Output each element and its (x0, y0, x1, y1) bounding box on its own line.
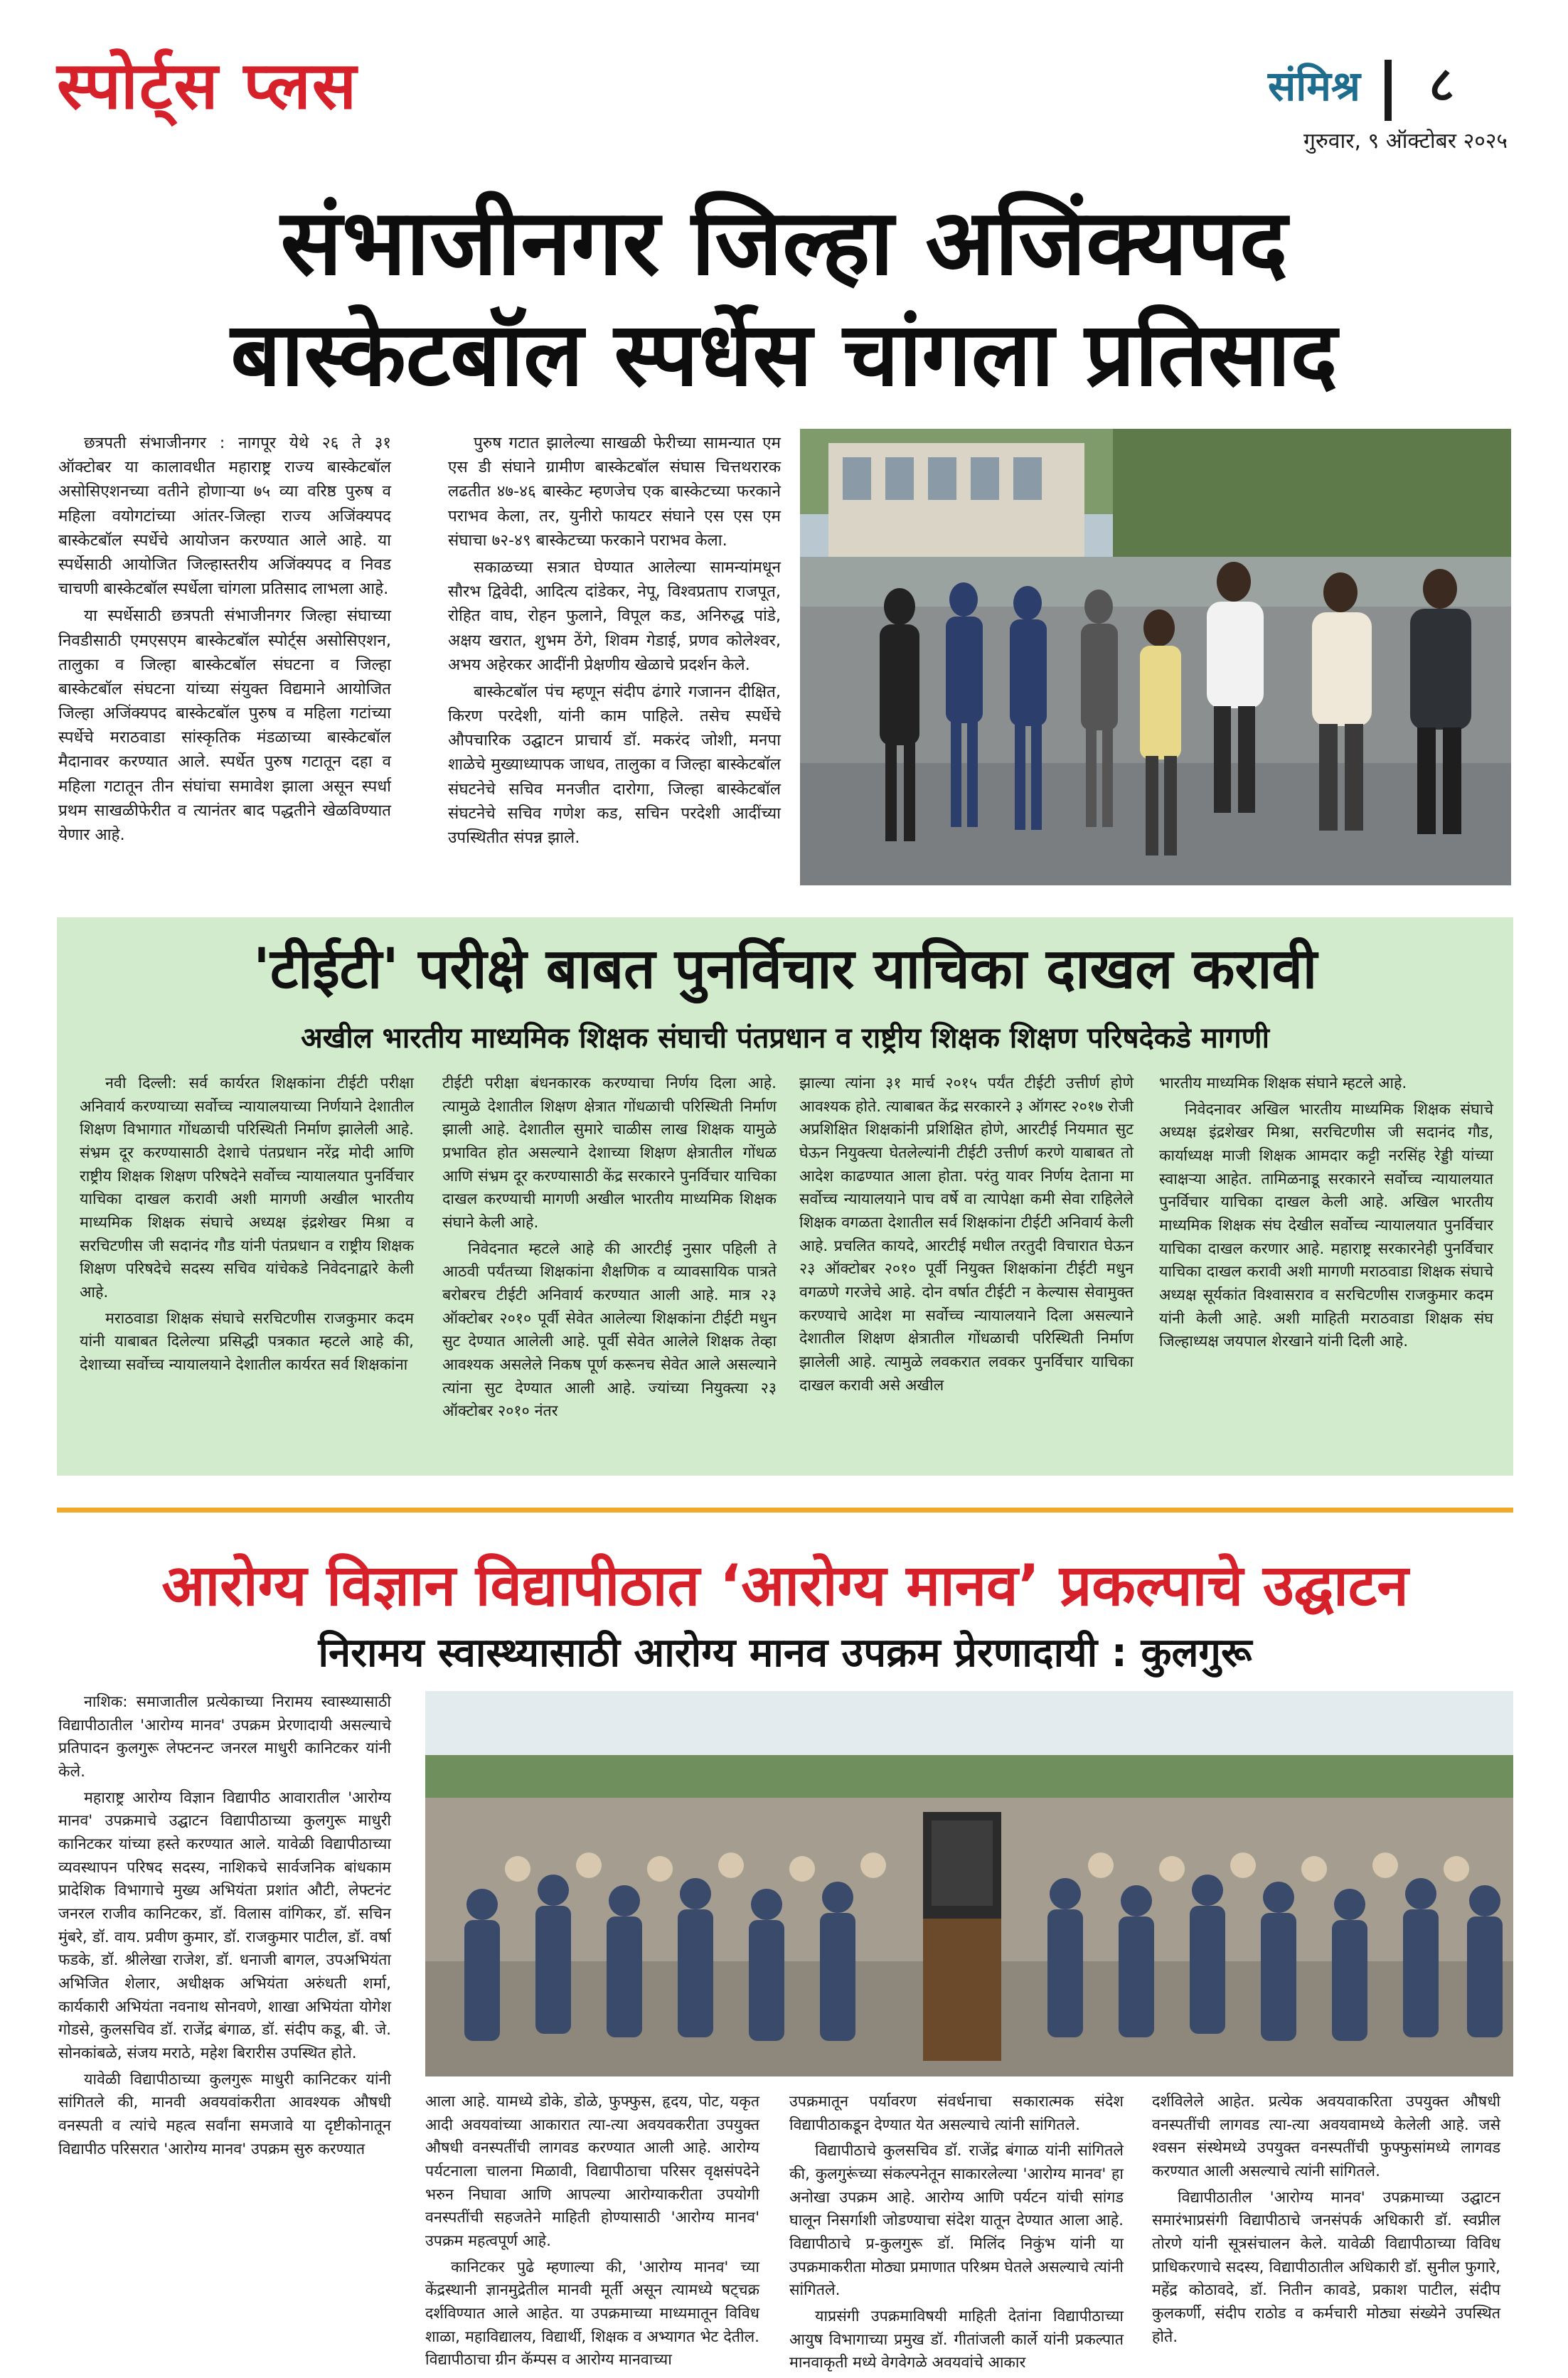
story3-paragraph: आला आहे. यामध्ये डोके, डोळे, फुफ्फुस, हृदय, पोट, यकृत आदी अवयवांच्या आकारात त्या-त्या अवयवकरीता उपयुक्त औषधी वनस्पतींची लागवड करण्यात आली आहे. आरोग्य पर्यटनाला चालना मिळावी, विद्यापीठाचा परिसर वृक्षसंपदेने भरुन निघावा आणि आपल्या आरोग्याकरीता उपयोगी वनस्पतींची सहजतेने माहिती होण्यासाठी 'आरोग्य मानव' उपक्रम महत्वपूर्ण आहे. (425, 2093, 759, 2251)
story3-headline: आरोग्य विज्ञान विद्यापीठात ‘आरोग्य मानव’ प्रकल्पाचे उद्घाटन (161, 1552, 1409, 1619)
basketball-players-photo (800, 429, 1511, 885)
story1-paragraph: छत्रपती संभाजीनगर : नागपूर येथे २६ ते ३१ ऑक्टोबर या कालावधीत महाराष्ट्र राज्य बास्केटबॉल असोसिएशनच्या वतीने होणाऱ्या ७५ व्या वरिष्ठ पुरुष व महिला वयोगटांच्या आंतर-जिल्हा राज्य अजिंक्यपद बास्केटबॉल स्पर्धेचे आयोजन करण्यात आले आहे. या स्पर्धेसाठी आयोजित जिल्हास्तरीय अजिंक्यपद व निवड चाचणी बास्केटबॉल स्पर्धेला चांगला प्रतिसाद लाभला आहे. (58, 434, 391, 599)
story1-paragraph: बास्केटबॉल पंच म्हणून संदीप ढंगारे गजानन दीक्षित, किरण परदेशी, यांनी काम पाहिले. तसेच स्पर्धेचे औपचारिक उद्घाटन प्राचार्य डॉ. मकरंद जोशी, मनपा शाळेचे मुख्याध्यापक जाधव, तालुका व जिल्हा बास्केटबॉल संघटनेचे सचिव मनजीत दारोगा, जिल्हा बास्केटबॉल संघटनेचे सचिव गणेश कड, सचिन परदेशी आदींच्या उपस्थितीत संपन्न झाले. (448, 682, 781, 847)
story2-column-2 (442, 1072, 777, 1427)
issue-date: गुरुवार, ९ ऑक्टोबर २०२५ (1303, 129, 1508, 154)
basketball-photo-illustration (800, 429, 1511, 885)
story2-column-1 (80, 1072, 414, 1380)
story3-paragraph: महाराष्ट्र आरोग्य विज्ञान विद्यापीठ आवारातील 'आरोग्य मानव' उपक्रमाचे उद्घाटन विद्यापीठाच्या कुलगुरू माधुरी कानिटकर यांच्या हस्ते करण्यात आले. यावेळी विद्यापीठाच्या व्यवस्थापन परिषद सदस्य, नाशिकचे सार्वजनिक बांधकाम प्रादेशिक विभागाचे मुख्य अभियंता प्रशांत औटी, लेफ्टनंट जनरल राजीव कानिटकर, डॉ. विलास वांगिकर, डॉ. सचिन मुंबरे, डॉ. वाय. प्रवीण कुमार, डॉ. राजकुमार पाटील, डॉ. वर्षा फडके, डॉ. श्रीलेखा राजेश, डॉ. धनाजी बागल, उपअभियंता अभिजित शेलार, अधीक्षक अभियंता अरुंधती शर्मा, कार्यकारी अभियंता नवनाथ सोनवणे, शाखा अभियंता योगेश गोडसे, कुलसचिव डॉ. राजेंद्र बंगाळ, डॉ. संदीप कडू, बी. जे. सोनकांबळे, संजय मराठे, महेश बिरारीस उपस्थित होते. (58, 1788, 391, 2063)
story2-column-4 (1159, 1072, 1493, 1357)
story3-column-1 (58, 1691, 391, 2164)
story2-headline: 'टीईटी' परीक्षे बाबत पुनर्विचार याचिका दाखल करावी (252, 937, 1318, 1001)
story3-paragraph: कानिटकर पुढे म्हणाल्या की, 'आरोग्य मानव' च्या केंद्रस्थानी ज्ञानमुद्रेतील मानवी मूर्ती असून त्यामध्ये षट्चक्र दर्शविण्यात आले आहेत. या उपक्रमाच्या माध्यमातून विविध शाळा, महाविद्यालय, विद्यार्थी, शिक्षक व अभ्यागत भेट देतील. विद्यापीठाचा ग्रीन कॅम्पस व आरोग्य मानवाच्या (425, 2258, 759, 2369)
masthead-title: स्पोर्ट्स प्लस (57, 48, 358, 124)
story2-paragraph: टीईटी परीक्षा बंधनकारक करण्याचा निर्णय दिला आहे. त्यामुळे देशातील शिक्षण क्षेत्रात गोंधळाची परिस्थिती निर्माण झाली आहे. देशातील सुमारे चाळीस लाख शिक्षक यामुळे प्रभावित होत असल्याने देशाच्या शिक्षण क्षेत्रातील गोंधळ आणि संभ्रम दूर करण्यासाठी केंद्र सरकारने पुनर्विचार याचिका दाखल करण्याची मागणी अखील भारतीय माध्यमिक शिक्षक संघाने केली आहे. (442, 1075, 777, 1232)
story2-subhead: अखील भारतीय माध्यमिक शिक्षक संघाची पंतप्रधान व राष्ट्रीय शिक्षक शिक्षण परिषदेकडे मागणी (301, 1022, 1269, 1055)
story1-paragraph: या स्पर्धेसाठी छत्रपती संभाजीनगर जिल्हा संघाच्या निवडीसाठी एमएसएम बास्केटबॉल स्पोर्ट्स असोसिएशन, तालुका व जिल्हा बास्केटबॉल संघटना व जिल्हा बास्केटबॉल संघटना यांच्या संयुक्त विद्यमाने आयोजित जिल्हा अजिंक्यपद बास्केटबॉल पुरुष व महिला गटांच्या स्पर्धेचे मराठवाडा सांस्कृतिक मंडळाच्या बास्केटबॉल मैदानावर करण्यात आले. स्पर्धेत पुरुष गटातून दहा व महिला गटातून तीन संघांचा समावेश झाला असून स्पर्धा प्रथम साखळीफेरीत व त्यानंतर बाद पद्धतीने खेळविण्यात येणार आहे. (58, 607, 391, 844)
story3-paragraph: विद्यापीठातील 'आरोग्य मानव' उपक्रमाच्या उद्घाटन समारंभाप्रसंगी विद्यापीठाचे जनसंपर्क अधिकारी डॉ. स्वप्नील तोरणे यांनी सूत्रसंचालन केले. यावेळी विद्यापीठाच्या विविध प्राधिकरणाचे सदस्य, विद्यापीठातील अधिकारी डॉ. सुनील फुगारे, महेंद्र कोठावदे, डॉ. नितीन कावडे, प्रकाश पाटील, संदीप कुलकर्णी, संदीप राठोड व कर्मचारी मोठ्या संख्येने उपस्थित होते. (1152, 2188, 1500, 2346)
page-number: ८ (1429, 57, 1454, 113)
story1-column-1 (58, 431, 391, 850)
story1-headline-line2: बास्केटबॉल स्पर्धेस चांगला प्रतिसाद (230, 304, 1338, 406)
story1-column-2 (448, 431, 781, 853)
story3-column-3 (789, 2091, 1124, 2378)
group-photo-illustration (425, 1691, 1513, 2076)
story2-paragraph: मराठवाडा शिक्षक संघाचे सरचिटणीस राजकुमार कदम यांनी याबाबत दिलेल्या प्रसिद्धी पत्रकात म्हटले आहे की, देशाच्या सर्वोच्च न्यायालयाने देशातील कार्यरत सर्व शिक्षकांना (80, 1309, 414, 1375)
header-separator (1385, 60, 1392, 121)
story2-paragraph: निवेदनावर अखिल भारतीय माध्यमिक शिक्षक संघाचे अध्यक्ष इंद्रशेखर मिश्रा, सरचिटणीस जी सदानंद गौड, कार्याध्यक्ष माजी शिक्षक आमदार कट्टी नरसिंह रेड्डी यांच्या स्वाक्षऱ्या आहेत. तामिळनाडू सरकारने सर्वोच्च न्यायालयात पुनर्विचार याचिका दाखल केली आहे. अखिल भारतीय माध्यमिक शिक्षक संघ देखील सर्वोच्च न्यायालयात पुनर्विचार याचिका दाखल करणार आहे. महाराष्ट्र सरकारनेही पुनर्विचार याचिका दाखल करावी अशी मागणी मराठवाडा शिक्षक संघाचे अध्यक्ष सूर्यकांत विश्वासराव व सरचिटणीस राजकुमार कदम यांनी केली आहे. अशी माहिती मराठवाडा शिक्षक संघ जिल्हाध्यक्ष जयपाल शेरखाने यांनी दिली आहे. (1159, 1100, 1493, 1351)
story2-paragraph: भारतीय माध्यमिक शिक्षक संघाने म्हटले आहे. (1159, 1075, 1407, 1092)
story3-subhead: निरामय स्वास्थ्यासाठी आरोग्य मानव उपक्रम प्रेरणादायी : कुलगुरू (318, 1630, 1252, 1676)
story2-paragraph: नवी दिल्ली: सर्व कार्यरत शिक्षकांना टीईटी परीक्षा अनिवार्य करण्याच्या सर्वोच्च न्यायालयाच्या निर्णयाने देशातील शिक्षण विभागात गोंधळाची परिस्थिती निर्माण झालेली आहे. संभ्रम दूर करण्यासाठी देशाचे पंतप्रधान नरेंद्र मोदी आणि राष्ट्रीय शिक्षक शिक्षण परिषदेने सर्वोच्च न्यायालयात पुनर्विचार याचिका दाखल करावी अशी मागणी अखील भारतीय माध्यमिक शिक्षक संघाचे अध्यक्ष इंद्रशेखर मिश्रा व सरचिटणीस जी सदानंद गौड यांनी पंतप्रधान व राष्ट्रीय शिक्षक शिक्षण परिषदेचे सदस्य सचिव यांचेकडे निवेदनाद्वारे केली आहे. (80, 1075, 414, 1302)
story3-paragraph: याप्रसंगी उपक्रमाविषयी माहिती देतांना विद्यापीठाच्या आयुष विभागाच्या प्रमुख डॉ. गीतांजली कार्ले यांनी प्रकल्पात मानवाकृती मध्ये वेगवेगळे अवयवांचे आकार (789, 2308, 1124, 2372)
story2-paragraph: झाल्या त्यांना ३१ मार्च २०१५ पर्यंत टीईटी उत्तीर्ण होणे आवश्यक होते. त्याबाबत केंद्र सरकारने ३ ऑगस्ट २०१७ रोजी अप्रशिक्षित शिक्षकांनी प्रशिक्षित होणे, आरटीई नियमात सुट घेऊन नियुक्त्या घेतलेल्यांनी टीईटी उत्तीर्ण करणे याबाबत तो आदेश काढण्यात आला होता. परंतु यावर निर्णय देताना मा सर्वोच्च न्यायालयाने पाच वर्षे वा त्यापेक्षा कमी सेवा राहिलेले शिक्षक वगळता देशातील सर्व शिक्षकांना टीईटी अनिवार्य केली आहे. प्रचलित कायदे, आरटीई मधील तरतुदी विचारात घेऊन २३ ऑक्टोबर २०१० पूर्वी नियुक्त शिक्षकांना टीईटी मधुन वगळणे गरजेचे आहे. दोन वर्षात टीईटी न केल्यास सेवामुक्त करण्याचे आदेश मा सर्वोच्च न्यायालयाने दिला असल्याने देशातील शिक्षण क्षेत्रातील गोंधळाची परिस्थिती निर्माण झालेली आहे. त्यामुळे लवकरात लवकर पुनर्विचार याचिका दाखल करावी असे अखील (799, 1075, 1134, 1395)
story3-column-4 (1152, 2091, 1500, 2352)
section-divider (57, 1508, 1513, 1513)
story1-paragraph: पुरुष गटात झालेल्या साखळी फेरीच्या सामन्यात एम एस डी संघाने ग्रामीण बास्केटबॉल संघास चित्तथरारक लढतीत ४७-४६ बास्केट म्हणजेच एक बास्केटच्या फरकाने पराभव केला, तर, युनीरो फायटर संघाने एस एस एम संघाचा ७२-४९ बास्केटच्या फरकाने पराभव केला. (448, 434, 781, 550)
story3-paragraph: विद्यापीठाचे कुलसचिव डॉ. राजेंद्र बंगाळ यांनी सांगितले की, कुलगुरूंच्या संकल्पनेतून साकारलेल्या 'आरोग्य मानव' हा अनोखा उपक्रम आहे. आरोग्य आणि पर्यटन यांची सांगड घालून निसर्गाशी जोडण्याचा संदेश यातून देण्यात आला आहे. विद्यापीठाचे प्र-कुलगुरू डॉ. मिलिंद निकुंभ यांनी या उपक्रमाकरीता मोठ्या प्रमाणात परिश्रम घेतले असल्याचे त्यांनी सांगितले. (789, 2142, 1124, 2300)
story3-paragraph: यावेळी विद्यापीठाच्या कुलगुरू माधुरी कानिटकर यांनी सांगितले की, मानवी अवयवांकरीता आवश्यक औषधी वनस्पती व त्यांचे महत्व सर्वांना समजावे या दृष्टीकोनातून विद्यापीठ परिसरात 'आरोग्य मानव' उपक्रम सुरु करण्यात (58, 2070, 391, 2158)
story3-paragraph: उपक्रमातून पर्यावरण संवर्धनाचा सकारात्मक संदेश विद्यापीठाकडून देण्यात येत असल्याचे त्यांनी सांगितले. (789, 2093, 1124, 2134)
story2-paragraph: निवेदनात म्हटले आहे की आरटीई नुसार पहिली ते आठवी पर्यंतच्या शिक्षकांना शैक्षणिक व व्यावसायिक पात्रते बरोबरच टीईटी अनिवार्य करण्यात आली आहे. मात्र २३ ऑक्टोबर २०१० पूर्वी सेवेत आलेल्या शिक्षकांना टीईटी मधुन सुट देण्यात आलेली आहे. पूर्वी सेवेत आलेले शिक्षक तेव्हा आवश्यक असलेले निकष पूर्ण करूनच सेवेत आले असल्याने त्यांना सुट देण्यात आली आहे. ज्यांच्या नियुक्त्या २३ ऑक्टोबर २०१० नंतर (442, 1239, 777, 1421)
story3-column-2 (425, 2091, 759, 2375)
story2-column-3 (799, 1072, 1134, 1400)
story1-headline-line1: संभाजीनगर जिल्हा अजिंक्यपद (280, 190, 1288, 296)
story3-paragraph: नाशिक: समाजातील प्रत्येकाच्या निरामय स्वास्थ्यासाठी विद्यापीठातील 'आरोग्य मानव' उपक्रम प्रेरणादायी असल्याचे प्रतिपादन कुलगुरू लेफ्टनन्ट जनरल माधुरी कानिटकर यांनी केले. (58, 1693, 391, 1781)
section-name: संमिश्र (1268, 62, 1360, 110)
arogya-manav-inauguration-photo (425, 1691, 1513, 2076)
story1-paragraph: सकाळच्या सत्रात घेण्यात आलेल्या सामन्यांमधून सौरभ द्विवेदी, आदित्य दांडेकर, नेपू, विश्वप्रताप राजपूत, रोहित वाघ, रोहन फुलाने, विपूल कड, अनिरुद्ध पांडे, अक्षय खरात, शुभम ठेंगे, शिवम गेडाई, प्रणव कोलेश्वर, अभय अहेरकर आदींनी प्रेक्षणीय खेळाचे प्रदर्शन केले. (448, 558, 781, 674)
story3-paragraph: दर्शविलेले आहेत. प्रत्येक अवयवाकरिता उपयुक्त औषधी वनस्पतींची लागवड त्या-त्या अवयवामध्ये केलेली आहे. जसे श्वसन संस्थेमध्ये उपयुक्त वनस्पतींची फुफ्फुसांमध्ये लागवड करण्यात आली असल्याचे त्यांनी सांगितले. (1152, 2093, 1500, 2181)
